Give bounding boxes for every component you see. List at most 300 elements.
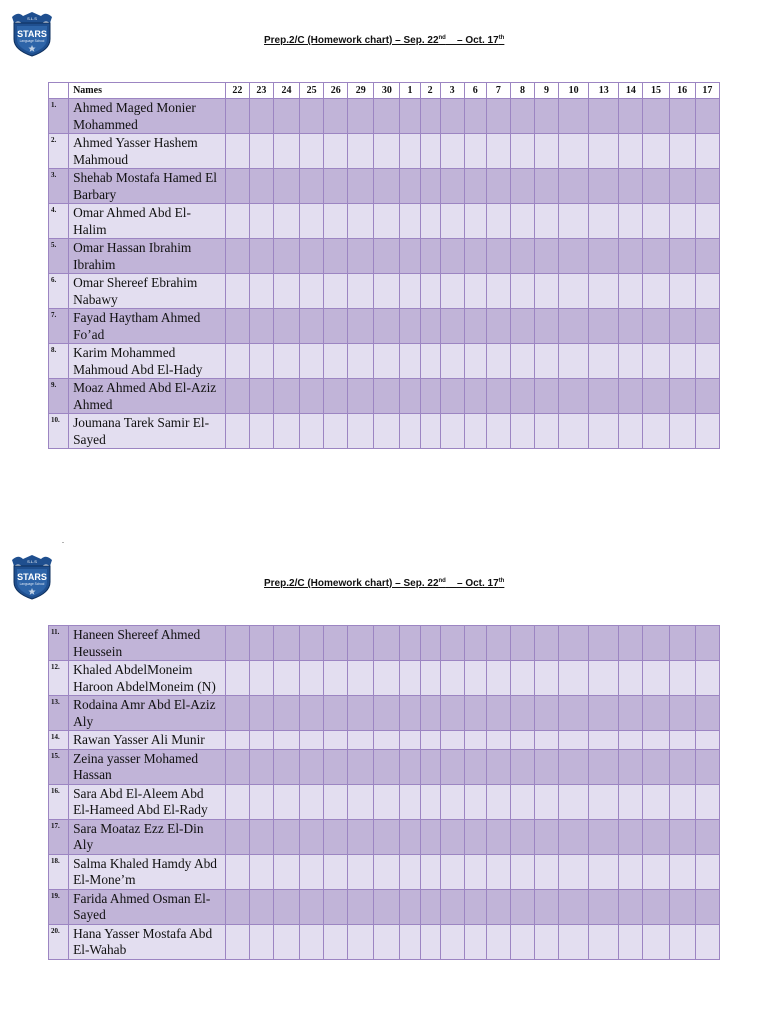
homework-cell[interactable]	[643, 854, 669, 889]
homework-cell[interactable]	[589, 274, 619, 309]
homework-cell[interactable]	[695, 749, 719, 784]
homework-cell[interactable]	[400, 134, 420, 169]
homework-cell[interactable]	[695, 274, 719, 309]
homework-cell[interactable]	[589, 414, 619, 449]
homework-cell[interactable]	[300, 889, 324, 924]
homework-cell[interactable]	[225, 696, 249, 731]
homework-cell[interactable]	[420, 99, 440, 134]
homework-cell[interactable]	[589, 924, 619, 959]
homework-cell[interactable]	[589, 819, 619, 854]
homework-cell[interactable]	[225, 661, 249, 696]
homework-cell[interactable]	[695, 169, 719, 204]
homework-cell[interactable]	[695, 784, 719, 819]
homework-cell[interactable]	[669, 924, 695, 959]
homework-cell[interactable]	[324, 99, 348, 134]
homework-cell[interactable]	[249, 784, 273, 819]
homework-cell[interactable]	[559, 696, 589, 731]
homework-cell[interactable]	[324, 924, 348, 959]
homework-cell[interactable]	[695, 239, 719, 274]
homework-cell[interactable]	[440, 309, 464, 344]
homework-cell[interactable]	[559, 924, 589, 959]
homework-cell[interactable]	[249, 924, 273, 959]
homework-cell[interactable]	[225, 731, 249, 750]
homework-cell[interactable]	[348, 819, 374, 854]
homework-cell[interactable]	[589, 239, 619, 274]
homework-cell[interactable]	[464, 626, 486, 661]
homework-cell[interactable]	[464, 274, 486, 309]
homework-cell[interactable]	[440, 414, 464, 449]
homework-cell[interactable]	[249, 99, 273, 134]
homework-cell[interactable]	[374, 696, 400, 731]
homework-cell[interactable]	[374, 731, 400, 750]
homework-cell[interactable]	[400, 784, 420, 819]
homework-cell[interactable]	[643, 344, 669, 379]
homework-cell[interactable]	[400, 309, 420, 344]
homework-cell[interactable]	[324, 696, 348, 731]
homework-cell[interactable]	[589, 854, 619, 889]
homework-cell[interactable]	[510, 274, 534, 309]
homework-cell[interactable]	[440, 204, 464, 239]
homework-cell[interactable]	[374, 344, 400, 379]
homework-cell[interactable]	[559, 379, 589, 414]
homework-cell[interactable]	[669, 169, 695, 204]
homework-cell[interactable]	[486, 239, 510, 274]
homework-cell[interactable]	[440, 924, 464, 959]
homework-cell[interactable]	[249, 854, 273, 889]
homework-cell[interactable]	[400, 854, 420, 889]
homework-cell[interactable]	[535, 819, 559, 854]
homework-cell[interactable]	[559, 344, 589, 379]
homework-cell[interactable]	[669, 626, 695, 661]
homework-cell[interactable]	[400, 344, 420, 379]
homework-cell[interactable]	[273, 379, 299, 414]
homework-cell[interactable]	[440, 819, 464, 854]
homework-cell[interactable]	[249, 134, 273, 169]
homework-cell[interactable]	[510, 344, 534, 379]
homework-cell[interactable]	[300, 309, 324, 344]
homework-cell[interactable]	[300, 239, 324, 274]
homework-cell[interactable]	[464, 696, 486, 731]
homework-cell[interactable]	[374, 661, 400, 696]
homework-cell[interactable]	[535, 204, 559, 239]
homework-cell[interactable]	[400, 731, 420, 750]
homework-cell[interactable]	[225, 309, 249, 344]
homework-cell[interactable]	[535, 239, 559, 274]
homework-cell[interactable]	[589, 749, 619, 784]
homework-cell[interactable]	[510, 661, 534, 696]
homework-cell[interactable]	[464, 854, 486, 889]
homework-cell[interactable]	[486, 889, 510, 924]
homework-cell[interactable]	[400, 626, 420, 661]
homework-cell[interactable]	[695, 309, 719, 344]
homework-cell[interactable]	[273, 344, 299, 379]
homework-cell[interactable]	[695, 344, 719, 379]
homework-cell[interactable]	[619, 854, 643, 889]
homework-cell[interactable]	[348, 274, 374, 309]
homework-cell[interactable]	[643, 924, 669, 959]
homework-cell[interactable]	[464, 344, 486, 379]
homework-cell[interactable]	[348, 696, 374, 731]
homework-cell[interactable]	[669, 239, 695, 274]
homework-cell[interactable]	[400, 749, 420, 784]
homework-cell[interactable]	[695, 854, 719, 889]
homework-cell[interactable]	[510, 309, 534, 344]
homework-cell[interactable]	[440, 784, 464, 819]
homework-cell[interactable]	[225, 274, 249, 309]
homework-cell[interactable]	[559, 414, 589, 449]
homework-cell[interactable]	[510, 854, 534, 889]
homework-cell[interactable]	[643, 239, 669, 274]
homework-cell[interactable]	[420, 784, 440, 819]
homework-cell[interactable]	[420, 749, 440, 784]
homework-cell[interactable]	[420, 309, 440, 344]
homework-cell[interactable]	[695, 204, 719, 239]
homework-cell[interactable]	[420, 134, 440, 169]
homework-cell[interactable]	[324, 749, 348, 784]
homework-cell[interactable]	[374, 379, 400, 414]
homework-cell[interactable]	[486, 696, 510, 731]
homework-cell[interactable]	[440, 239, 464, 274]
homework-cell[interactable]	[249, 204, 273, 239]
homework-cell[interactable]	[374, 274, 400, 309]
homework-cell[interactable]	[619, 134, 643, 169]
homework-cell[interactable]	[225, 626, 249, 661]
homework-cell[interactable]	[348, 204, 374, 239]
homework-cell[interactable]	[486, 661, 510, 696]
homework-cell[interactable]	[464, 924, 486, 959]
homework-cell[interactable]	[225, 204, 249, 239]
homework-cell[interactable]	[300, 626, 324, 661]
homework-cell[interactable]	[510, 819, 534, 854]
homework-cell[interactable]	[273, 731, 299, 750]
homework-cell[interactable]	[589, 696, 619, 731]
homework-cell[interactable]	[300, 819, 324, 854]
homework-cell[interactable]	[619, 309, 643, 344]
homework-cell[interactable]	[510, 239, 534, 274]
homework-cell[interactable]	[300, 379, 324, 414]
homework-cell[interactable]	[300, 696, 324, 731]
homework-cell[interactable]	[374, 749, 400, 784]
homework-cell[interactable]	[324, 379, 348, 414]
homework-cell[interactable]	[440, 889, 464, 924]
homework-cell[interactable]	[486, 784, 510, 819]
homework-cell[interactable]	[695, 889, 719, 924]
homework-cell[interactable]	[695, 819, 719, 854]
homework-cell[interactable]	[643, 784, 669, 819]
homework-cell[interactable]	[374, 99, 400, 134]
homework-cell[interactable]	[669, 344, 695, 379]
homework-cell[interactable]	[510, 749, 534, 784]
homework-cell[interactable]	[324, 889, 348, 924]
homework-cell[interactable]	[695, 414, 719, 449]
homework-cell[interactable]	[273, 784, 299, 819]
homework-cell[interactable]	[535, 626, 559, 661]
homework-cell[interactable]	[374, 204, 400, 239]
homework-cell[interactable]	[300, 731, 324, 750]
homework-cell[interactable]	[348, 731, 374, 750]
homework-cell[interactable]	[348, 924, 374, 959]
homework-cell[interactable]	[464, 134, 486, 169]
homework-cell[interactable]	[643, 309, 669, 344]
homework-cell[interactable]	[464, 379, 486, 414]
homework-cell[interactable]	[420, 661, 440, 696]
homework-cell[interactable]	[559, 134, 589, 169]
homework-cell[interactable]	[374, 134, 400, 169]
homework-cell[interactable]	[348, 889, 374, 924]
homework-cell[interactable]	[535, 134, 559, 169]
homework-cell[interactable]	[374, 309, 400, 344]
homework-cell[interactable]	[695, 731, 719, 750]
homework-cell[interactable]	[510, 169, 534, 204]
homework-cell[interactable]	[535, 414, 559, 449]
homework-cell[interactable]	[249, 169, 273, 204]
homework-cell[interactable]	[249, 414, 273, 449]
homework-cell[interactable]	[225, 169, 249, 204]
homework-cell[interactable]	[420, 344, 440, 379]
homework-cell[interactable]	[643, 414, 669, 449]
homework-cell[interactable]	[669, 696, 695, 731]
homework-cell[interactable]	[225, 889, 249, 924]
homework-cell[interactable]	[619, 344, 643, 379]
homework-cell[interactable]	[420, 731, 440, 750]
homework-cell[interactable]	[324, 854, 348, 889]
homework-cell[interactable]	[643, 379, 669, 414]
homework-cell[interactable]	[374, 239, 400, 274]
homework-cell[interactable]	[695, 626, 719, 661]
homework-cell[interactable]	[420, 239, 440, 274]
homework-cell[interactable]	[420, 204, 440, 239]
homework-cell[interactable]	[669, 379, 695, 414]
homework-cell[interactable]	[273, 661, 299, 696]
homework-cell[interactable]	[643, 99, 669, 134]
homework-cell[interactable]	[643, 889, 669, 924]
homework-cell[interactable]	[559, 749, 589, 784]
homework-cell[interactable]	[420, 924, 440, 959]
homework-cell[interactable]	[374, 414, 400, 449]
homework-cell[interactable]	[535, 661, 559, 696]
homework-cell[interactable]	[669, 731, 695, 750]
homework-cell[interactable]	[273, 134, 299, 169]
homework-cell[interactable]	[225, 749, 249, 784]
homework-cell[interactable]	[669, 819, 695, 854]
homework-cell[interactable]	[619, 414, 643, 449]
homework-cell[interactable]	[559, 204, 589, 239]
homework-cell[interactable]	[619, 204, 643, 239]
homework-cell[interactable]	[464, 239, 486, 274]
homework-cell[interactable]	[535, 731, 559, 750]
homework-cell[interactable]	[420, 169, 440, 204]
homework-cell[interactable]	[643, 819, 669, 854]
homework-cell[interactable]	[535, 379, 559, 414]
homework-cell[interactable]	[324, 344, 348, 379]
homework-cell[interactable]	[510, 696, 534, 731]
homework-cell[interactable]	[225, 99, 249, 134]
homework-cell[interactable]	[669, 99, 695, 134]
homework-cell[interactable]	[300, 749, 324, 784]
homework-cell[interactable]	[440, 661, 464, 696]
homework-cell[interactable]	[249, 309, 273, 344]
homework-cell[interactable]	[559, 731, 589, 750]
homework-cell[interactable]	[669, 274, 695, 309]
homework-cell[interactable]	[324, 819, 348, 854]
homework-cell[interactable]	[486, 134, 510, 169]
homework-cell[interactable]	[535, 749, 559, 784]
homework-cell[interactable]	[300, 169, 324, 204]
homework-cell[interactable]	[348, 854, 374, 889]
homework-cell[interactable]	[643, 749, 669, 784]
homework-cell[interactable]	[619, 379, 643, 414]
homework-cell[interactable]	[643, 626, 669, 661]
homework-cell[interactable]	[559, 819, 589, 854]
homework-cell[interactable]	[300, 784, 324, 819]
homework-cell[interactable]	[400, 274, 420, 309]
homework-cell[interactable]	[535, 169, 559, 204]
homework-cell[interactable]	[695, 379, 719, 414]
homework-cell[interactable]	[619, 661, 643, 696]
homework-cell[interactable]	[619, 99, 643, 134]
homework-cell[interactable]	[273, 854, 299, 889]
homework-cell[interactable]	[464, 414, 486, 449]
homework-cell[interactable]	[324, 239, 348, 274]
homework-cell[interactable]	[486, 924, 510, 959]
homework-cell[interactable]	[510, 924, 534, 959]
homework-cell[interactable]	[225, 784, 249, 819]
homework-cell[interactable]	[324, 661, 348, 696]
homework-cell[interactable]	[669, 749, 695, 784]
homework-cell[interactable]	[440, 731, 464, 750]
homework-cell[interactable]	[273, 274, 299, 309]
homework-cell[interactable]	[440, 854, 464, 889]
homework-cell[interactable]	[348, 239, 374, 274]
homework-cell[interactable]	[589, 379, 619, 414]
homework-cell[interactable]	[400, 239, 420, 274]
homework-cell[interactable]	[249, 819, 273, 854]
homework-cell[interactable]	[559, 626, 589, 661]
homework-cell[interactable]	[486, 414, 510, 449]
homework-cell[interactable]	[535, 924, 559, 959]
homework-cell[interactable]	[510, 379, 534, 414]
homework-cell[interactable]	[669, 661, 695, 696]
homework-cell[interactable]	[225, 379, 249, 414]
homework-cell[interactable]	[348, 169, 374, 204]
homework-cell[interactable]	[559, 239, 589, 274]
homework-cell[interactable]	[510, 414, 534, 449]
homework-cell[interactable]	[440, 344, 464, 379]
homework-cell[interactable]	[643, 204, 669, 239]
homework-cell[interactable]	[589, 889, 619, 924]
homework-cell[interactable]	[486, 169, 510, 204]
homework-cell[interactable]	[559, 854, 589, 889]
homework-cell[interactable]	[695, 924, 719, 959]
homework-cell[interactable]	[669, 134, 695, 169]
homework-cell[interactable]	[619, 274, 643, 309]
homework-cell[interactable]	[464, 749, 486, 784]
homework-cell[interactable]	[440, 99, 464, 134]
homework-cell[interactable]	[559, 274, 589, 309]
homework-cell[interactable]	[420, 819, 440, 854]
homework-cell[interactable]	[695, 661, 719, 696]
homework-cell[interactable]	[374, 854, 400, 889]
homework-cell[interactable]	[249, 379, 273, 414]
homework-cell[interactable]	[589, 661, 619, 696]
homework-cell[interactable]	[486, 379, 510, 414]
homework-cell[interactable]	[400, 819, 420, 854]
homework-cell[interactable]	[486, 819, 510, 854]
homework-cell[interactable]	[273, 204, 299, 239]
homework-cell[interactable]	[643, 169, 669, 204]
homework-cell[interactable]	[619, 696, 643, 731]
homework-cell[interactable]	[420, 889, 440, 924]
homework-cell[interactable]	[589, 204, 619, 239]
homework-cell[interactable]	[324, 414, 348, 449]
homework-cell[interactable]	[486, 626, 510, 661]
homework-cell[interactable]	[374, 169, 400, 204]
homework-cell[interactable]	[324, 731, 348, 750]
homework-cell[interactable]	[324, 626, 348, 661]
homework-cell[interactable]	[225, 239, 249, 274]
homework-cell[interactable]	[486, 344, 510, 379]
homework-cell[interactable]	[249, 239, 273, 274]
homework-cell[interactable]	[440, 169, 464, 204]
homework-cell[interactable]	[324, 309, 348, 344]
homework-cell[interactable]	[464, 784, 486, 819]
homework-cell[interactable]	[669, 784, 695, 819]
homework-cell[interactable]	[643, 731, 669, 750]
homework-cell[interactable]	[300, 99, 324, 134]
homework-cell[interactable]	[559, 784, 589, 819]
homework-cell[interactable]	[324, 204, 348, 239]
homework-cell[interactable]	[400, 414, 420, 449]
homework-cell[interactable]	[300, 204, 324, 239]
homework-cell[interactable]	[400, 661, 420, 696]
homework-cell[interactable]	[249, 274, 273, 309]
homework-cell[interactable]	[464, 309, 486, 344]
homework-cell[interactable]	[400, 169, 420, 204]
homework-cell[interactable]	[589, 784, 619, 819]
homework-cell[interactable]	[619, 731, 643, 750]
homework-cell[interactable]	[324, 784, 348, 819]
homework-cell[interactable]	[559, 169, 589, 204]
homework-cell[interactable]	[669, 204, 695, 239]
homework-cell[interactable]	[374, 784, 400, 819]
homework-cell[interactable]	[324, 169, 348, 204]
homework-cell[interactable]	[249, 731, 273, 750]
homework-cell[interactable]	[619, 749, 643, 784]
homework-cell[interactable]	[669, 309, 695, 344]
homework-cell[interactable]	[440, 134, 464, 169]
homework-cell[interactable]	[374, 626, 400, 661]
homework-cell[interactable]	[464, 819, 486, 854]
homework-cell[interactable]	[589, 344, 619, 379]
homework-cell[interactable]	[420, 379, 440, 414]
homework-cell[interactable]	[643, 134, 669, 169]
homework-cell[interactable]	[348, 344, 374, 379]
homework-cell[interactable]	[300, 924, 324, 959]
homework-cell[interactable]	[669, 889, 695, 924]
homework-cell[interactable]	[273, 696, 299, 731]
homework-cell[interactable]	[348, 379, 374, 414]
homework-cell[interactable]	[589, 626, 619, 661]
homework-cell[interactable]	[619, 889, 643, 924]
homework-cell[interactable]	[589, 169, 619, 204]
homework-cell[interactable]	[324, 274, 348, 309]
homework-cell[interactable]	[273, 414, 299, 449]
homework-cell[interactable]	[589, 309, 619, 344]
homework-cell[interactable]	[619, 239, 643, 274]
homework-cell[interactable]	[464, 204, 486, 239]
homework-cell[interactable]	[619, 626, 643, 661]
homework-cell[interactable]	[348, 784, 374, 819]
